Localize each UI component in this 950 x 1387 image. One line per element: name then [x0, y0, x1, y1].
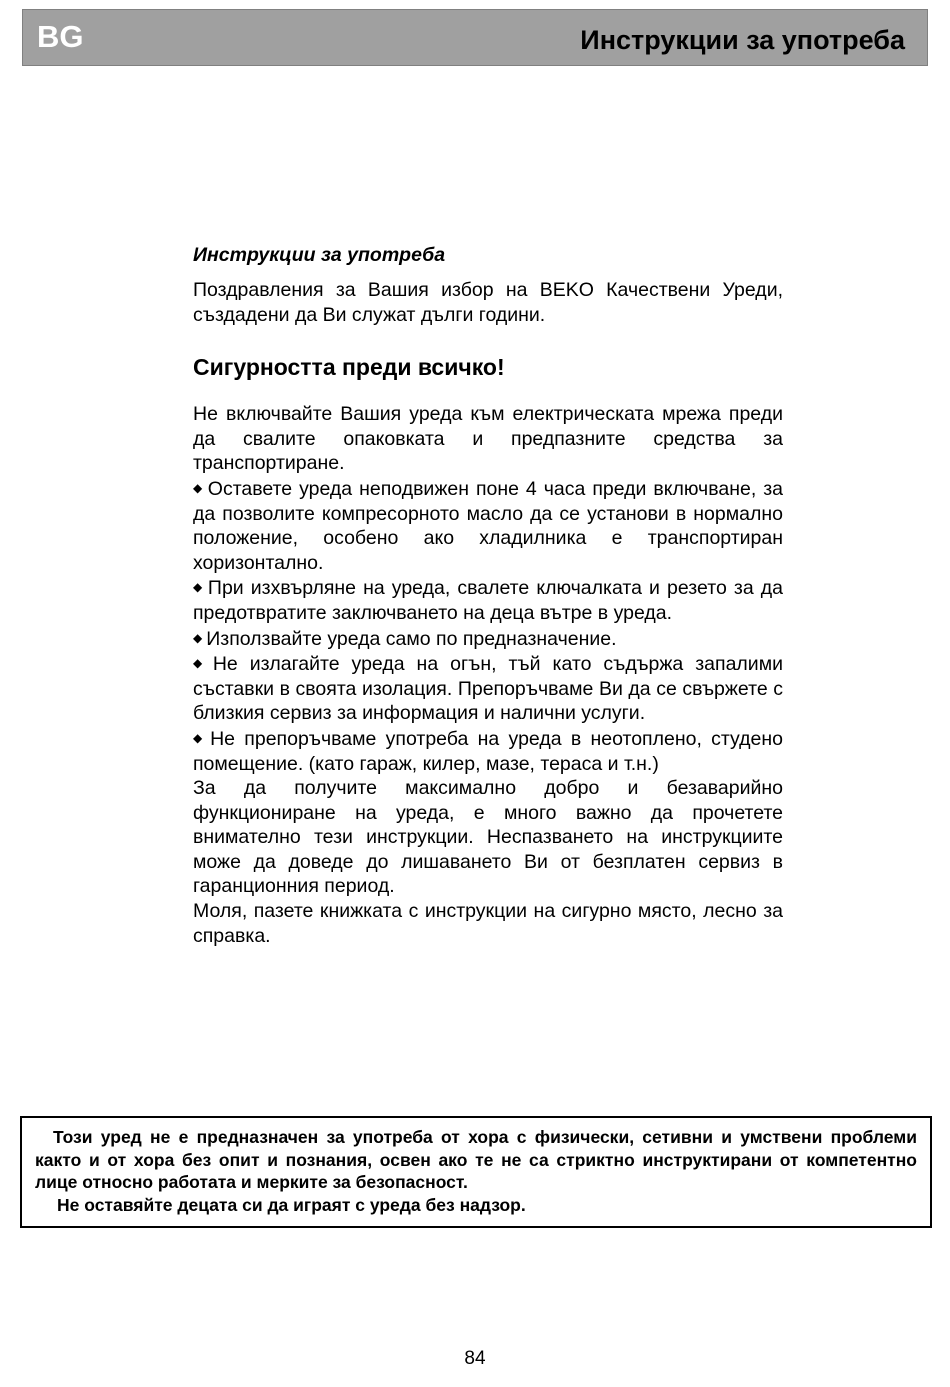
main-content [193, 242, 783, 948]
language-code: BG [37, 19, 84, 54]
paragraph [193, 776, 783, 899]
paragraph-text: Не включвайте Вашия уреда към електрическата мрежа преди да свалите опаковката и предпазните средства за транспортиране. [193, 403, 783, 475]
paragraph [193, 899, 783, 948]
notice-text-children: Не оставяйте децата си да играят с уреда без надзор. [57, 1194, 526, 1215]
paragraph-text: Използвайте уреда само по предназначение. [206, 627, 617, 650]
section-heading: Сигурността преди всичко! [193, 354, 505, 381]
notice-box [20, 1116, 932, 1228]
paragraph-text: Моля, пазете книжката с инструкции на сигурно място, лесно за справка. [193, 900, 783, 947]
intro-heading: Инструкции за употреба [193, 244, 446, 266]
diamond-bullet-icon: ◆ [193, 630, 203, 645]
header-bar [22, 9, 928, 66]
paragraph-text: Оставете уреда неподвижен поне 4 часа преди включване, за да позволите компресорното масло да се установи в нормално положение, особено ако хладилника е транспортиран хоризонтално. [193, 477, 783, 574]
diamond-bullet-icon: ◆ [193, 656, 209, 671]
paragraph [193, 402, 783, 476]
header-title: Инструкции за употреба [580, 25, 905, 55]
paragraph-text: Не излагайте уреда на огън, тъй като съдържа запалими съставки в своята изолация. Препоръчваме Ви да се свържете с близкия сервиз за информация и налични услуги. [193, 653, 783, 725]
paragraph-text: При изхвърляне на уреда, свалете ключалката и резето за да предотвратите заключването на деца вътре в уреда. [193, 577, 784, 624]
bullet-item [193, 575, 783, 625]
bullet-item [193, 651, 783, 726]
page-number: 84 [464, 1348, 486, 1369]
paragraph-text: За да получите максимално добро и безаварийно функциониране на уреда, е много важно да прочетете внимателно тези инструкции. Неспазването на инструкциите може да доведе до лишаването Ви от безплатен сервиз в гаранционния период. [193, 777, 783, 898]
diamond-bullet-icon: ◆ [193, 580, 204, 595]
paragraph-text: Не препоръчваме употреба на уреда в неотоплено, студено помещение. (като гараж, килер, мазе, тераса и т.н.) [193, 727, 783, 775]
bullet-item [193, 476, 783, 575]
diamond-bullet-icon: ◆ [193, 730, 207, 745]
notice-text: Този уред не е предназначен за употреба от хора с физически, сетивни и умствени проблеми както и от хора без опит и познания, освен ако те не са стриктно инструктирани от компетентно лице относно работата и мерките за безопасност. [35, 1127, 917, 1192]
bullet-item [193, 726, 783, 776]
safety-paragraphs [193, 402, 783, 948]
bullet-item [193, 626, 783, 652]
intro-text: Поздравления за Вашия избор на BEKO Качествени Уреди, създадени да Ви служат дълги години. [193, 279, 783, 326]
diamond-bullet-icon: ◆ [193, 480, 204, 495]
